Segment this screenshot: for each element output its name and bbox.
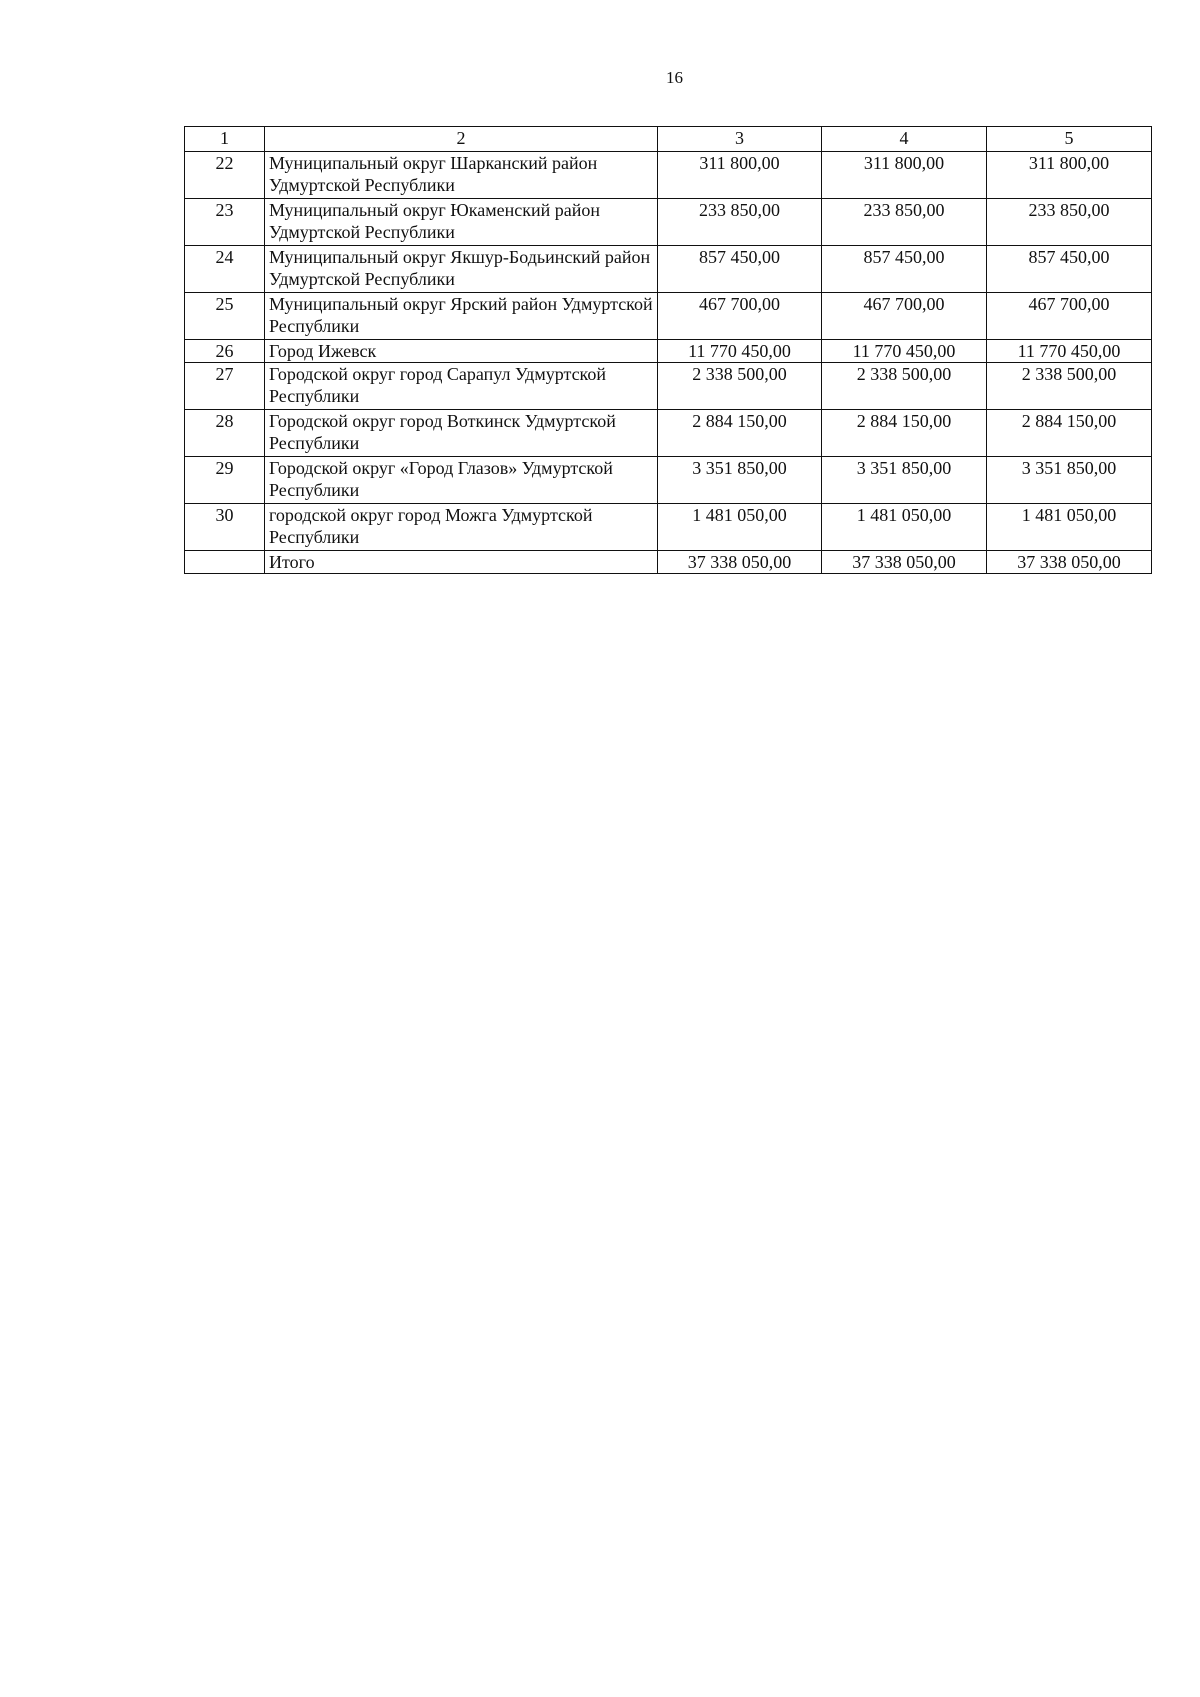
value-col-4: 467 700,00 [822,293,987,340]
municipality-name: Муниципальный округ Шарканский район Удмуртской Республики [265,152,658,199]
value-col-5: 233 850,00 [987,199,1152,246]
municipality-name: Муниципальный округ Якшур-Бодьинский район Удмуртской Республики [265,246,658,293]
budget-table [184,126,1152,574]
value-col-4: 311 800,00 [822,152,987,199]
row-number: 25 [185,293,265,340]
value-col-4: 11 770 450,00 [822,340,987,363]
value-col-3: 11 770 450,00 [658,340,822,363]
table-row [185,246,1152,293]
row-number: 24 [185,246,265,293]
row-number: 22 [185,152,265,199]
row-number: 28 [185,410,265,457]
value-col-5: 2 338 500,00 [987,363,1152,410]
total-label: Итого [265,551,658,574]
table-row [185,199,1152,246]
total-row-number [185,551,265,574]
municipality-name: Городской округ город Воткинск Удмуртской Республики [265,410,658,457]
header-col-5: 5 [987,127,1152,152]
total-col-4: 37 338 050,00 [822,551,987,574]
municipality-name: Город Ижевск [265,340,658,363]
value-col-4: 2 884 150,00 [822,410,987,457]
value-col-5: 311 800,00 [987,152,1152,199]
value-col-4: 857 450,00 [822,246,987,293]
value-col-5: 11 770 450,00 [987,340,1152,363]
value-col-3: 233 850,00 [658,199,822,246]
table-row [185,293,1152,340]
municipality-name: Муниципальный округ Юкаменский район Удмуртской Республики [265,199,658,246]
municipality-name: городской округ город Можга Удмуртской Республики [265,504,658,551]
value-col-4: 233 850,00 [822,199,987,246]
row-number: 29 [185,457,265,504]
row-number: 27 [185,363,265,410]
table-row [185,410,1152,457]
value-col-4: 1 481 050,00 [822,504,987,551]
row-number: 23 [185,199,265,246]
table-header-row [185,127,1152,152]
header-col-3: 3 [658,127,822,152]
value-col-4: 2 338 500,00 [822,363,987,410]
page-number: 16 [666,68,683,87]
value-col-5: 2 884 150,00 [987,410,1152,457]
total-row [185,551,1152,574]
value-col-3: 1 481 050,00 [658,504,822,551]
municipality-name: Городской округ город Сарапул Удмуртской Республики [265,363,658,410]
value-col-4: 3 351 850,00 [822,457,987,504]
value-col-5: 3 351 850,00 [987,457,1152,504]
value-col-3: 2 884 150,00 [658,410,822,457]
value-col-3: 857 450,00 [658,246,822,293]
value-col-3: 311 800,00 [658,152,822,199]
row-number: 26 [185,340,265,363]
municipality-name: Муниципальный округ Ярский район Удмуртской Республики [265,293,658,340]
header-col-1: 1 [185,127,265,152]
value-col-5: 1 481 050,00 [987,504,1152,551]
value-col-3: 2 338 500,00 [658,363,822,410]
municipality-name: Городской округ «Город Глазов» Удмуртской Республики [265,457,658,504]
value-col-3: 467 700,00 [658,293,822,340]
table-row [185,363,1152,410]
table-row [185,457,1152,504]
total-col-3: 37 338 050,00 [658,551,822,574]
value-col-5: 857 450,00 [987,246,1152,293]
table-row [185,152,1152,199]
table-row [185,504,1152,551]
row-number: 30 [185,504,265,551]
table-row [185,340,1152,363]
value-col-5: 467 700,00 [987,293,1152,340]
value-col-3: 3 351 850,00 [658,457,822,504]
header-col-2: 2 [265,127,658,152]
header-col-4: 4 [822,127,987,152]
total-col-5: 37 338 050,00 [987,551,1152,574]
